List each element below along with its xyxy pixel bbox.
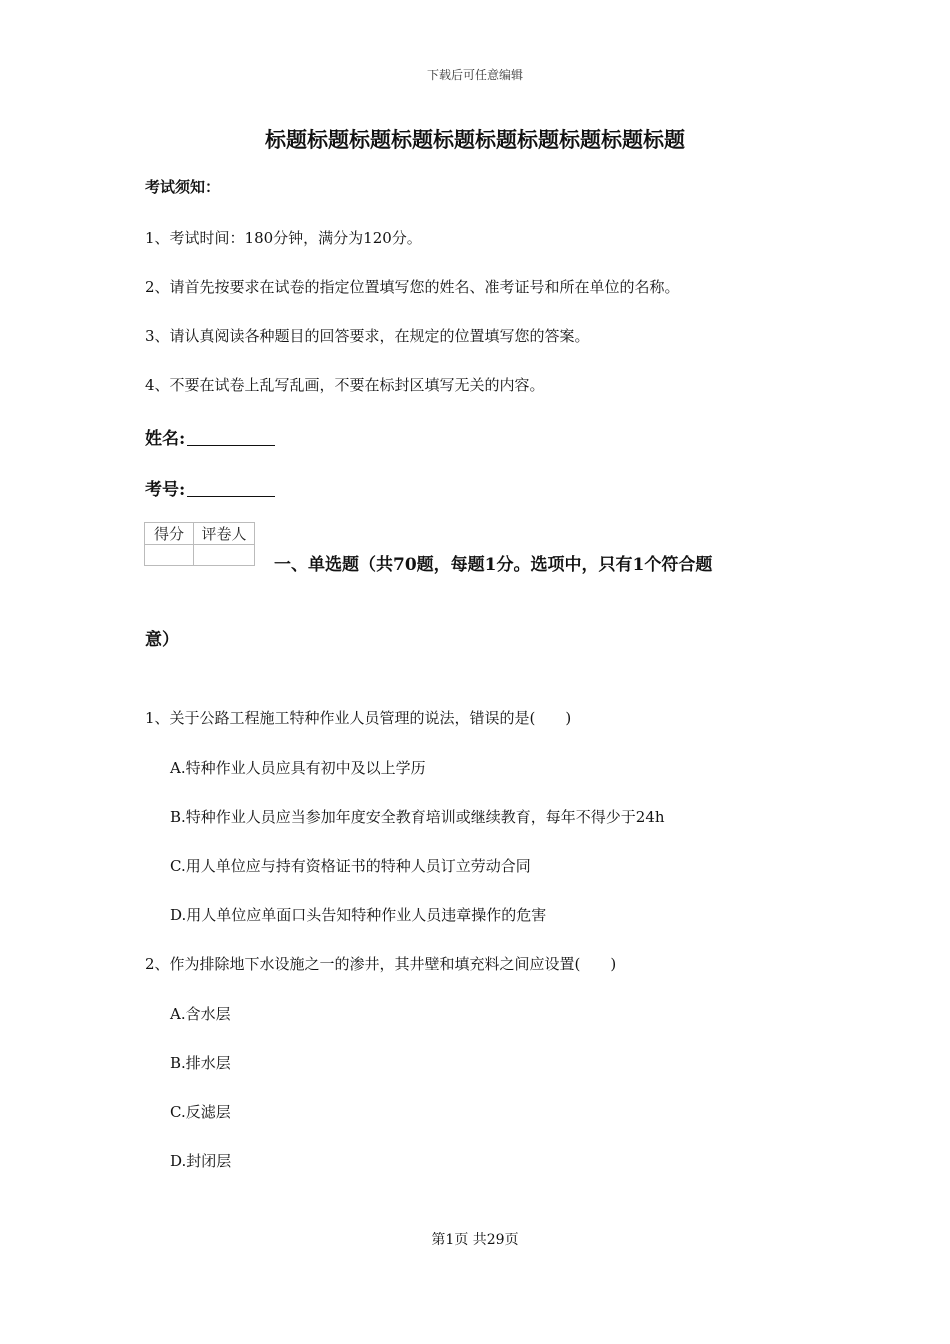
grader-header: 评卷人 bbox=[194, 523, 255, 545]
name-label: 姓名: bbox=[145, 429, 186, 449]
id-label: 考号: bbox=[145, 480, 186, 500]
question-1-option-b: B.特种作业人员应当参加年度安全教育培训或继续教育，每年不得少于24h bbox=[170, 808, 665, 826]
rule-2: 2、请首先按要求在试卷的指定位置填写您的姓名、准考证号和所在单位的名称。 bbox=[145, 278, 680, 296]
question-2-option-d: D.封闭层 bbox=[170, 1152, 232, 1170]
score-header: 得分 bbox=[145, 523, 194, 545]
notice-heading: 考试须知： bbox=[145, 178, 221, 196]
question-1-stem: 1、关于公路工程施工特种作业人员管理的说法，错误的是( ) bbox=[145, 709, 572, 727]
section-title: 一、单选题（共70题，每题1分。选项中，只有1个符合题 bbox=[274, 555, 713, 575]
name-blank-line[interactable] bbox=[187, 429, 275, 446]
question-1-option-a: A.特种作业人员应具有初中及以上学历 bbox=[170, 759, 426, 777]
score-table bbox=[144, 522, 255, 566]
page-title: 标题标题标题标题标题标题标题标题标题标题 bbox=[265, 127, 685, 152]
rule-4: 4、不要在试卷上乱写乱画，不要在标封区填写无关的内容。 bbox=[145, 376, 545, 394]
question-2-option-b: B.排水层 bbox=[170, 1054, 231, 1072]
question-1-option-c: C.用人单位应与持有资格证书的特种人员订立劳动合同 bbox=[170, 857, 531, 875]
section-title-continued: 意） bbox=[145, 630, 179, 650]
question-2-option-c: C.反滤层 bbox=[170, 1103, 231, 1121]
page-footer: 第1页 共29页 bbox=[431, 1232, 519, 1248]
rule-1: 1、考试时间：180分钟，满分为120分。 bbox=[145, 229, 422, 247]
question-2-stem: 2、作为排除地下水设施之一的渗井，其井壁和填充料之间应设置( ) bbox=[145, 955, 617, 973]
id-blank-line[interactable] bbox=[187, 480, 275, 497]
score-cell[interactable] bbox=[145, 545, 194, 566]
question-2-option-a: A.含水层 bbox=[170, 1005, 231, 1023]
id-field bbox=[145, 475, 275, 500]
grader-cell[interactable] bbox=[194, 545, 255, 566]
question-1-option-d: D.用人单位应单面口头告知特种作业人员违章操作的危害 bbox=[170, 906, 547, 924]
rule-3: 3、请认真阅读各种题目的回答要求，在规定的位置填写您的答案。 bbox=[145, 327, 590, 345]
name-field bbox=[145, 424, 275, 449]
header-note: 下载后可任意编辑 bbox=[426, 68, 523, 82]
